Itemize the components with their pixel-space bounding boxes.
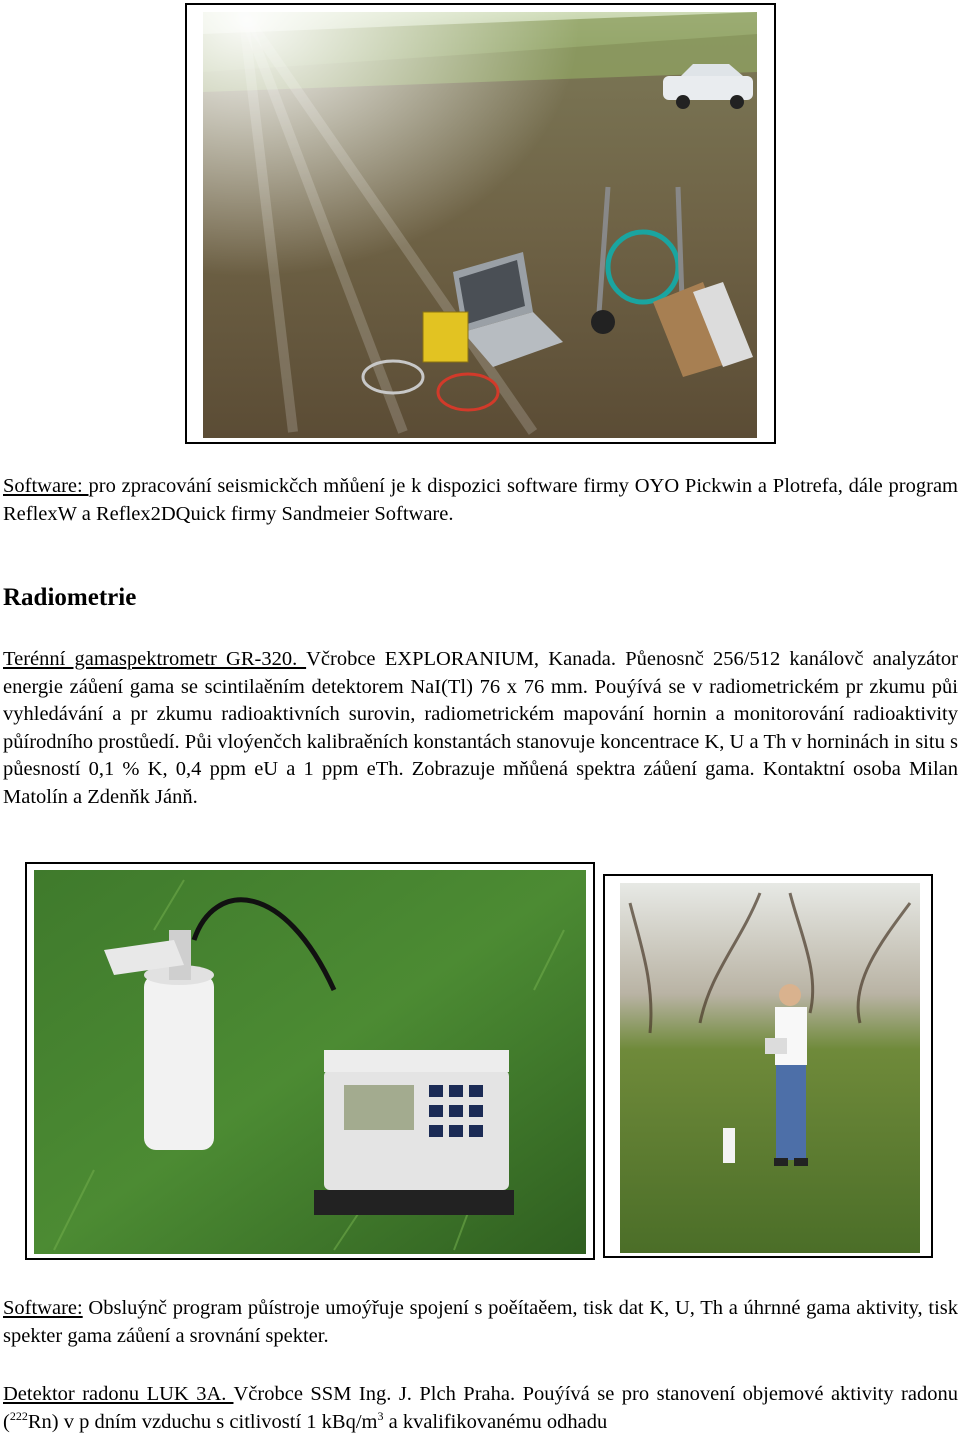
luk-sup-b: 3 bbox=[377, 1408, 384, 1423]
photo-gamma-spectrometer bbox=[25, 862, 595, 1260]
luk-text-c: a kvalifikovanému odhadu bbox=[383, 1410, 608, 1433]
software-seismic-paragraph bbox=[3, 473, 958, 528]
luk-text-b: Rn) v p dním vzduchu s citlivostí 1 kBq/m bbox=[27, 1410, 378, 1433]
luk-text-a: Včrobce SSM Ing. J. Plch Praha. Pouýívá se pro stanovení objemové aktivity radonu ( bbox=[3, 1383, 958, 1433]
gr320-text: Včrobce EXPLORANIUM, Kanada. Půenosnč 256/512 kanálovč analyzátor energie záůení gama se scintilaěním detektorem NaI(Tl) 76 x 76 mm. Pouýívá se v radiometrickém pr zkumu půi vyhledávání a pr zkumu radioaktivních surovin, radiometrickém mapování hornin a monitorování radioaktivity půírodního prostůedí. Půi vloýenčch kalibraěních konstantách stanovuje koncentrace K, U a Th v horninách in situ s půesností 0,1 % K, 0,4 ppm eU a 1 ppm eTh. Zobrazuje mňůená spektra záůení gama. Kontaktní osoba Milan Matolín a Zdenňk Jánň. bbox=[3, 648, 958, 808]
luk-paragraph bbox=[3, 1381, 958, 1436]
section-heading: Radiometrie bbox=[3, 584, 137, 611]
field-operator-photo-icon bbox=[620, 883, 920, 1253]
luk-label: Detektor radonu LUK 3A. bbox=[3, 1383, 234, 1405]
software-label: Software: bbox=[3, 475, 89, 497]
gr320-paragraph bbox=[3, 646, 958, 811]
photo-field-survey bbox=[185, 3, 776, 444]
gamma-spectrometer-photo-icon bbox=[34, 870, 586, 1254]
photo-field-operator bbox=[603, 874, 933, 1258]
luk-sup-a: 222 bbox=[9, 1408, 28, 1423]
software-gr-label: Software: bbox=[3, 1297, 83, 1319]
software-seismic-text: pro zpracování seismickčch mňůení je k dispozici software firmy OYO Pickwin a Plotrefa, dále program ReflexW a Reflex2DQuick firmy Sandmeier Software. bbox=[3, 475, 959, 525]
software-gr-text: Obsluýnč program půístroje umoýřuje spojení s poěítaěem, tisk dat K, U, Th a úhrnné gama aktivity, tisk spekter gama záůení a srovnání spekter. bbox=[3, 1297, 958, 1347]
field-survey-photo-icon bbox=[203, 12, 757, 438]
software-gr-paragraph bbox=[3, 1295, 958, 1350]
gr320-label: Terénní gamaspektrometr GR-320. bbox=[3, 648, 307, 670]
